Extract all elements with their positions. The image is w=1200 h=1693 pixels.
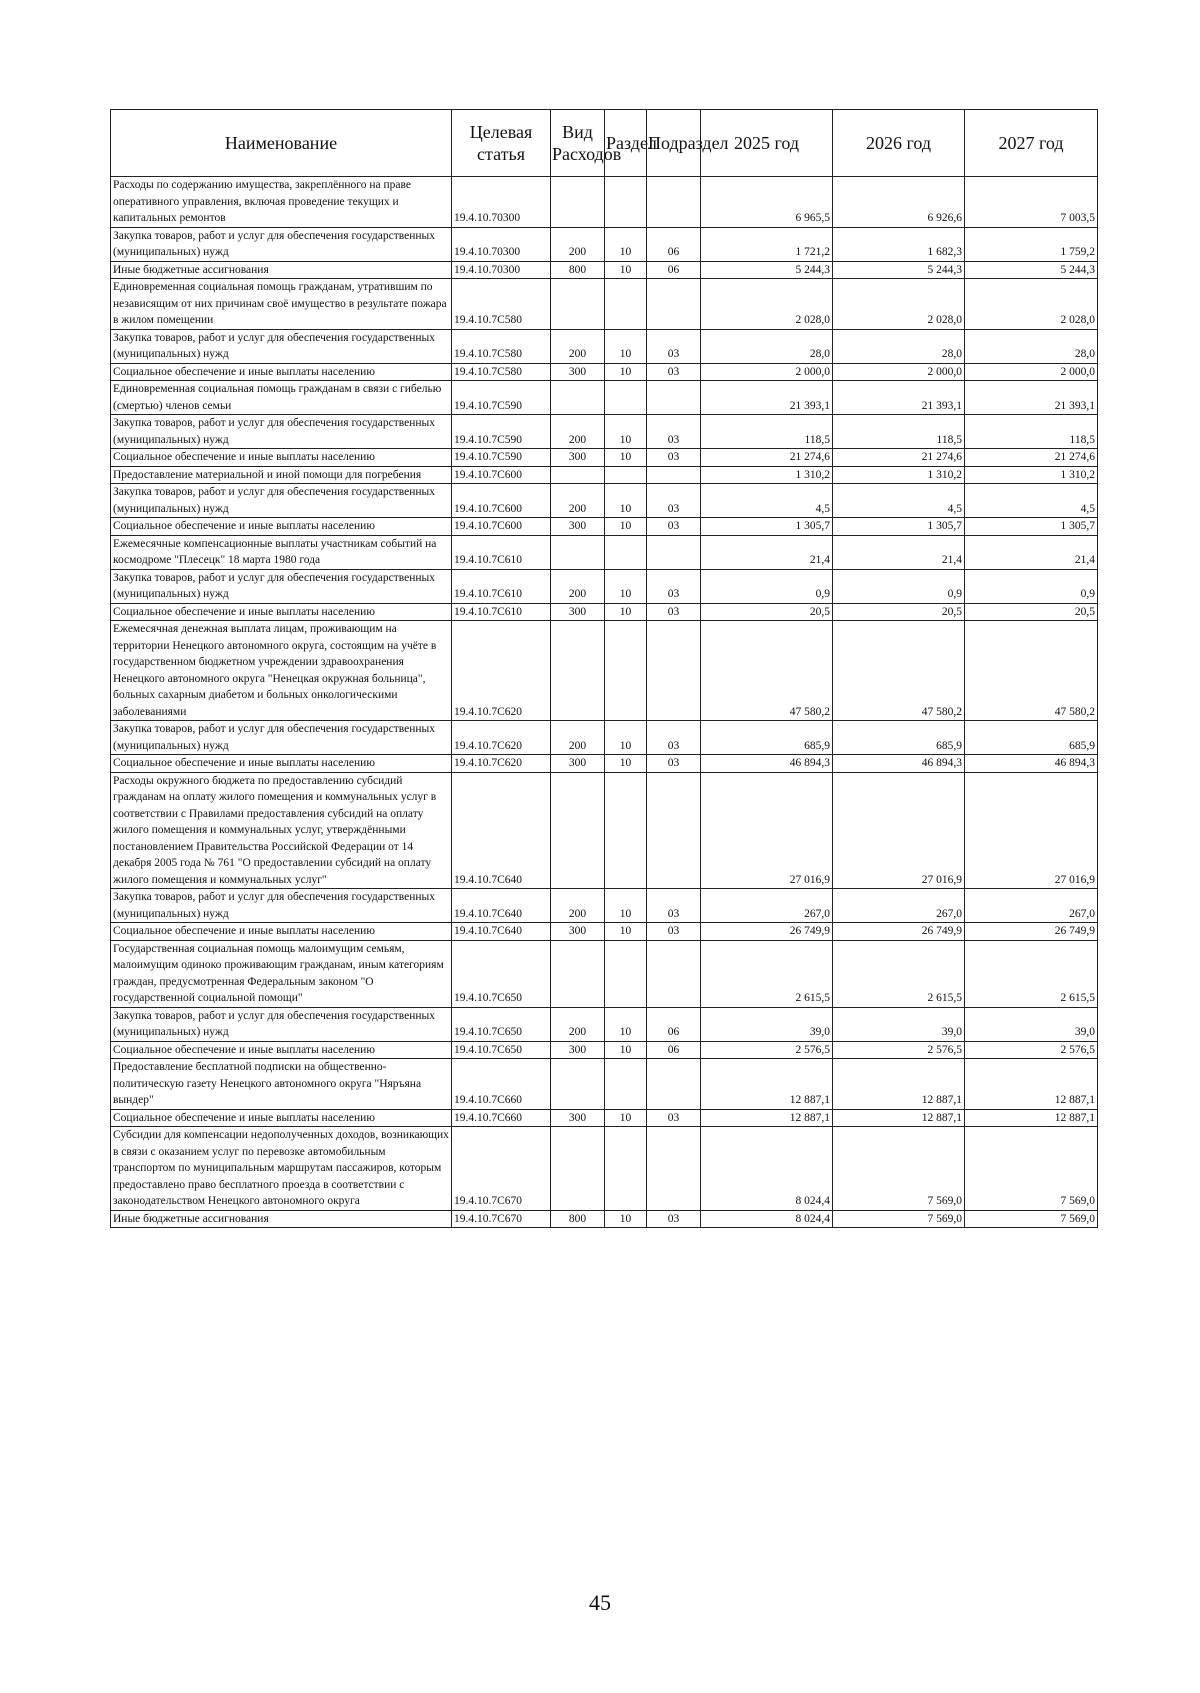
page-number: 45: [589, 1590, 611, 1615]
cell-target: 19.4.10.7С660: [452, 1109, 551, 1127]
cell-name: Социальное обеспечение и иные выплаты населению: [111, 1041, 452, 1059]
cell-section: 10: [605, 484, 647, 518]
cell-subsection: 06: [647, 1007, 701, 1041]
cell-section: 10: [605, 1007, 647, 1041]
cell-2027: 7 003,5: [965, 177, 1098, 228]
cell-name: Социальное обеспечение и иные выплаты населению: [111, 923, 452, 941]
cell-target: 19.4.10.7С600: [452, 466, 551, 484]
cell-subsection: 03: [647, 569, 701, 603]
cell-2027: 21 393,1: [965, 381, 1098, 415]
cell-subsection: 03: [647, 923, 701, 941]
cell-kind: [551, 1127, 605, 1211]
cell-section: [605, 466, 647, 484]
cell-2025: 26 749,9: [701, 923, 833, 941]
table-row: [111, 1059, 1098, 1110]
cell-2026: 20,5: [833, 603, 965, 621]
cell-2027: 12 887,1: [965, 1059, 1098, 1110]
cell-subsection: 06: [647, 1041, 701, 1059]
cell-kind: 300: [551, 755, 605, 773]
cell-2026: 1 310,2: [833, 466, 965, 484]
cell-2026: 39,0: [833, 1007, 965, 1041]
cell-2027: 39,0: [965, 1007, 1098, 1041]
cell-kind: 200: [551, 721, 605, 755]
table-row: [111, 721, 1098, 755]
cell-section: 10: [605, 363, 647, 381]
cell-2026: 118,5: [833, 415, 965, 449]
cell-2025: 12 887,1: [701, 1109, 833, 1127]
table-row: [111, 1109, 1098, 1127]
cell-subsection: 03: [647, 484, 701, 518]
cell-2025: 4,5: [701, 484, 833, 518]
cell-target: 19.4.10.7С580: [452, 363, 551, 381]
cell-name: Закупка товаров, работ и услуг для обеспечения государственных (муниципальных) нужд: [111, 329, 452, 363]
cell-2027: 1 759,2: [965, 227, 1098, 261]
header-2025: 2025 год: [701, 110, 833, 177]
cell-2026: 21 274,6: [833, 449, 965, 467]
cell-2026: 5 244,3: [833, 261, 965, 279]
cell-2025: 118,5: [701, 415, 833, 449]
cell-2027: 7 569,0: [965, 1210, 1098, 1228]
table-header-row: [111, 110, 1098, 177]
cell-2027: 118,5: [965, 415, 1098, 449]
table-row: [111, 772, 1098, 889]
cell-name: Закупка товаров, работ и услуг для обеспечения государственных (муниципальных) нужд: [111, 484, 452, 518]
cell-kind: 800: [551, 261, 605, 279]
cell-target: 19.4.10.70300: [452, 177, 551, 228]
table-row: [111, 466, 1098, 484]
cell-2025: 28,0: [701, 329, 833, 363]
table-row: [111, 279, 1098, 330]
cell-2026: 267,0: [833, 889, 965, 923]
cell-name: Закупка товаров, работ и услуг для обеспечения государственных (муниципальных) нужд: [111, 227, 452, 261]
cell-kind: [551, 621, 605, 721]
cell-2027: 2 000,0: [965, 363, 1098, 381]
cell-target: 19.4.10.7С620: [452, 621, 551, 721]
cell-section: [605, 535, 647, 569]
table-row: [111, 381, 1098, 415]
cell-2027: 1 310,2: [965, 466, 1098, 484]
cell-section: 10: [605, 755, 647, 773]
table-row: [111, 1007, 1098, 1041]
cell-subsection: 03: [647, 1210, 701, 1228]
cell-kind: 200: [551, 329, 605, 363]
cell-kind: 200: [551, 569, 605, 603]
cell-2025: 267,0: [701, 889, 833, 923]
cell-2027: 5 244,3: [965, 261, 1098, 279]
cell-2025: 21 393,1: [701, 381, 833, 415]
cell-2027: 27 016,9: [965, 772, 1098, 889]
cell-section: 10: [605, 1041, 647, 1059]
cell-name: Предоставление бесплатной подписки на общественно-политическую газету Ненецкого автономного округа "Няръяна вындер": [111, 1059, 452, 1110]
cell-target: 19.4.10.7С590: [452, 381, 551, 415]
cell-2026: 21,4: [833, 535, 965, 569]
cell-2027: 2 028,0: [965, 279, 1098, 330]
table-row: [111, 535, 1098, 569]
cell-section: 10: [605, 329, 647, 363]
cell-name: Социальное обеспечение и иные выплаты населению: [111, 518, 452, 536]
cell-2026: 47 580,2: [833, 621, 965, 721]
cell-target: 19.4.10.7С580: [452, 279, 551, 330]
cell-2025: 5 244,3: [701, 261, 833, 279]
cell-section: 10: [605, 518, 647, 536]
table-row: [111, 923, 1098, 941]
table-row: [111, 1210, 1098, 1228]
cell-target: 19.4.10.7С610: [452, 569, 551, 603]
cell-2026: 2 028,0: [833, 279, 965, 330]
cell-2025: 2 000,0: [701, 363, 833, 381]
cell-target: 19.4.10.7С610: [452, 535, 551, 569]
cell-section: 10: [605, 923, 647, 941]
cell-2027: 46 894,3: [965, 755, 1098, 773]
table-body: [111, 177, 1098, 1228]
cell-kind: 200: [551, 889, 605, 923]
cell-2025: 0,9: [701, 569, 833, 603]
table-row: [111, 177, 1098, 228]
header-name: Наименование: [111, 110, 452, 177]
cell-2026: 1 682,3: [833, 227, 965, 261]
cell-2027: 26 749,9: [965, 923, 1098, 941]
header-kind: Вид Расходов: [551, 110, 605, 177]
cell-target: 19.4.10.7С600: [452, 484, 551, 518]
cell-kind: [551, 940, 605, 1007]
cell-section: [605, 381, 647, 415]
cell-subsection: 03: [647, 363, 701, 381]
cell-subsection: [647, 381, 701, 415]
cell-2026: 2 615,5: [833, 940, 965, 1007]
cell-2027: 2 576,5: [965, 1041, 1098, 1059]
table-row: [111, 484, 1098, 518]
cell-name: Расходы по содержанию имущества, закреплённого на праве оперативного управления, включая проведение текущих и капитальных ремонтов: [111, 177, 452, 228]
cell-target: 19.4.10.7С650: [452, 1007, 551, 1041]
cell-2025: 1 305,7: [701, 518, 833, 536]
cell-2025: 21 274,6: [701, 449, 833, 467]
cell-name: Социальное обеспечение и иные выплаты населению: [111, 603, 452, 621]
cell-2027: 7 569,0: [965, 1127, 1098, 1211]
cell-subsection: [647, 1127, 701, 1211]
cell-kind: 300: [551, 923, 605, 941]
cell-target: 19.4.10.7С600: [452, 518, 551, 536]
cell-name: Закупка товаров, работ и услуг для обеспечения государственных (муниципальных) нужд: [111, 1007, 452, 1041]
cell-subsection: [647, 466, 701, 484]
cell-subsection: 03: [647, 415, 701, 449]
cell-kind: [551, 279, 605, 330]
table-row: [111, 1127, 1098, 1211]
cell-target: 19.4.10.7С590: [452, 449, 551, 467]
cell-2026: 2 000,0: [833, 363, 965, 381]
cell-2025: 1 721,2: [701, 227, 833, 261]
table-row: [111, 227, 1098, 261]
cell-section: 10: [605, 1210, 647, 1228]
cell-2025: 46 894,3: [701, 755, 833, 773]
cell-2025: 1 310,2: [701, 466, 833, 484]
table-row: [111, 329, 1098, 363]
cell-2025: 39,0: [701, 1007, 833, 1041]
cell-2025: 8 024,4: [701, 1127, 833, 1211]
cell-2025: 2 576,5: [701, 1041, 833, 1059]
table-row: [111, 415, 1098, 449]
budget-table: [110, 109, 1098, 1228]
cell-2027: 1 305,7: [965, 518, 1098, 536]
cell-kind: [551, 466, 605, 484]
cell-section: [605, 279, 647, 330]
cell-target: 19.4.10.7С640: [452, 923, 551, 941]
cell-2025: 8 024,4: [701, 1210, 833, 1228]
cell-target: 19.4.10.7С640: [452, 772, 551, 889]
cell-subsection: [647, 940, 701, 1007]
cell-kind: 300: [551, 449, 605, 467]
cell-name: Закупка товаров, работ и услуг для обеспечения государственных (муниципальных) нужд: [111, 415, 452, 449]
cell-name: Закупка товаров, работ и услуг для обеспечения государственных (муниципальных) нужд: [111, 721, 452, 755]
cell-2026: 12 887,1: [833, 1109, 965, 1127]
cell-subsection: 03: [647, 755, 701, 773]
cell-target: 19.4.10.7С620: [452, 721, 551, 755]
cell-2027: 0,9: [965, 569, 1098, 603]
cell-2026: 27 016,9: [833, 772, 965, 889]
cell-2026: 28,0: [833, 329, 965, 363]
cell-2025: 2 028,0: [701, 279, 833, 330]
table-row: [111, 518, 1098, 536]
cell-kind: 300: [551, 1041, 605, 1059]
cell-2026: 26 749,9: [833, 923, 965, 941]
cell-subsection: 03: [647, 329, 701, 363]
cell-subsection: 06: [647, 261, 701, 279]
cell-2027: 12 887,1: [965, 1109, 1098, 1127]
cell-subsection: 03: [647, 1109, 701, 1127]
cell-section: 10: [605, 449, 647, 467]
cell-section: 10: [605, 261, 647, 279]
cell-kind: [551, 381, 605, 415]
cell-name: Социальное обеспечение и иные выплаты населению: [111, 1109, 452, 1127]
table-row: [111, 363, 1098, 381]
cell-section: [605, 177, 647, 228]
cell-kind: 300: [551, 1109, 605, 1127]
cell-section: 10: [605, 889, 647, 923]
cell-2027: 685,9: [965, 721, 1098, 755]
cell-subsection: [647, 535, 701, 569]
cell-name: Иные бюджетные ассигнования: [111, 1210, 452, 1228]
cell-target: 19.4.10.7С650: [452, 1041, 551, 1059]
cell-section: 10: [605, 1109, 647, 1127]
cell-subsection: [647, 279, 701, 330]
cell-section: [605, 1127, 647, 1211]
cell-2025: 27 016,9: [701, 772, 833, 889]
cell-2027: 4,5: [965, 484, 1098, 518]
table-row: [111, 940, 1098, 1007]
cell-section: 10: [605, 603, 647, 621]
cell-section: [605, 940, 647, 1007]
cell-subsection: [647, 1059, 701, 1110]
cell-2025: 2 615,5: [701, 940, 833, 1007]
header-2027: 2027 год: [965, 110, 1098, 177]
cell-section: 10: [605, 227, 647, 261]
cell-name: Социальное обеспечение и иные выплаты населению: [111, 449, 452, 467]
cell-target: 19.4.10.7С670: [452, 1210, 551, 1228]
cell-kind: 200: [551, 1007, 605, 1041]
cell-name: Иные бюджетные ассигнования: [111, 261, 452, 279]
cell-target: 19.4.10.70300: [452, 261, 551, 279]
cell-2026: 7 569,0: [833, 1127, 965, 1211]
cell-name: Единовременная социальная помощь гражданам в связи с гибелью (смертью) членов семьи: [111, 381, 452, 415]
cell-2025: 47 580,2: [701, 621, 833, 721]
cell-2027: 267,0: [965, 889, 1098, 923]
cell-kind: 200: [551, 484, 605, 518]
cell-2026: 2 576,5: [833, 1041, 965, 1059]
cell-section: 10: [605, 569, 647, 603]
cell-2026: 685,9: [833, 721, 965, 755]
header-2026: 2026 год: [833, 110, 965, 177]
cell-target: 19.4.10.7С610: [452, 603, 551, 621]
cell-subsection: [647, 772, 701, 889]
cell-2026: 21 393,1: [833, 381, 965, 415]
cell-subsection: 03: [647, 518, 701, 536]
header-target: Целевая статья: [452, 110, 551, 177]
cell-2027: 21 274,6: [965, 449, 1098, 467]
table-row: [111, 569, 1098, 603]
cell-2027: 28,0: [965, 329, 1098, 363]
cell-kind: 800: [551, 1210, 605, 1228]
cell-name: Расходы окружного бюджета по предоставлению субсидий гражданам на оплату жилого помещения и коммунальных услуг в соответствии с Правилами предоставления субсидий на оплату жилого помещения и коммунальных услуг, утверждёнными постановлением Правительства Российской Федерации от 14 декабря 2005 года № 761 "О предоставлении субсидий на оплату жилого помещения и коммунальных услуг": [111, 772, 452, 889]
cell-2026: 0,9: [833, 569, 965, 603]
cell-subsection: 03: [647, 449, 701, 467]
table-row: [111, 603, 1098, 621]
cell-target: 19.4.10.7С590: [452, 415, 551, 449]
table-row: [111, 261, 1098, 279]
cell-target: 19.4.10.7С620: [452, 755, 551, 773]
cell-kind: [551, 535, 605, 569]
cell-section: 10: [605, 415, 647, 449]
cell-kind: [551, 177, 605, 228]
cell-2026: 46 894,3: [833, 755, 965, 773]
cell-kind: 300: [551, 603, 605, 621]
cell-2025: 20,5: [701, 603, 833, 621]
cell-name: Социальное обеспечение и иные выплаты населению: [111, 363, 452, 381]
cell-section: 10: [605, 721, 647, 755]
cell-target: 19.4.10.7С670: [452, 1127, 551, 1211]
cell-2026: 1 305,7: [833, 518, 965, 536]
cell-2026: 7 569,0: [833, 1210, 965, 1228]
header-section: Раздел: [605, 110, 647, 177]
cell-name: Субсидии для компенсации недополученных доходов, возникающих в связи с оказанием услуг по перевозке автомобильным транспортом по муниципальным маршрутам пассажиров, которым предоставлено право бесплатного проезда в соответствии с законодательством Ненецкого автономного округа: [111, 1127, 452, 1211]
cell-2027: 2 615,5: [965, 940, 1098, 1007]
cell-name: Государственная социальная помощь малоимущим семьям, малоимущим одиноко проживающим гражданам, иным категориям граждан, предусмотренная Федеральным законом "О государственной социальной помощи": [111, 940, 452, 1007]
cell-name: Закупка товаров, работ и услуг для обеспечения государственных (муниципальных) нужд: [111, 569, 452, 603]
cell-target: 19.4.10.7С660: [452, 1059, 551, 1110]
table-row: [111, 449, 1098, 467]
table-row: [111, 889, 1098, 923]
cell-kind: 300: [551, 363, 605, 381]
cell-name: Социальное обеспечение и иные выплаты населению: [111, 755, 452, 773]
cell-2025: 21,4: [701, 535, 833, 569]
cell-section: [605, 772, 647, 889]
table-row: [111, 755, 1098, 773]
cell-2025: 12 887,1: [701, 1059, 833, 1110]
cell-section: [605, 1059, 647, 1110]
cell-2025: 685,9: [701, 721, 833, 755]
cell-name: Единовременная социальная помощь гражданам, утратившим по независящим от них причинам своё имущество в результате пожара в жилом помещении: [111, 279, 452, 330]
cell-target: 19.4.10.7С650: [452, 940, 551, 1007]
cell-kind: [551, 772, 605, 889]
header-subsection: Подраздел: [647, 110, 701, 177]
cell-2025: 6 965,5: [701, 177, 833, 228]
cell-name: Ежемесячная денежная выплата лицам, проживающим на территории Ненецкого автономного округа, состоящим на учёте в государственном бюджетном учреждении здравоохранения Ненецкого автономного округа "Ненецкая окружная больница", больных сахарным диабетом и больных онкологическими заболеваниями: [111, 621, 452, 721]
cell-kind: 300: [551, 518, 605, 536]
cell-2027: 21,4: [965, 535, 1098, 569]
cell-name: Предоставление материальной и иной помощи для погребения: [111, 466, 452, 484]
cell-section: [605, 621, 647, 721]
cell-2026: 6 926,6: [833, 177, 965, 228]
cell-name: Ежемесячные компенсационные выплаты участникам событий на космодроме "Плесецк" 18 марта 1980 года: [111, 535, 452, 569]
cell-2026: 4,5: [833, 484, 965, 518]
cell-target: 19.4.10.7С640: [452, 889, 551, 923]
cell-kind: 200: [551, 227, 605, 261]
cell-subsection: 03: [647, 603, 701, 621]
table-row: [111, 621, 1098, 721]
cell-subsection: [647, 621, 701, 721]
cell-target: 19.4.10.70300: [452, 227, 551, 261]
cell-subsection: [647, 177, 701, 228]
cell-kind: 200: [551, 415, 605, 449]
table-row: [111, 1041, 1098, 1059]
cell-target: 19.4.10.7С580: [452, 329, 551, 363]
cell-2027: 47 580,2: [965, 621, 1098, 721]
cell-subsection: 03: [647, 721, 701, 755]
cell-kind: [551, 1059, 605, 1110]
cell-2026: 12 887,1: [833, 1059, 965, 1110]
cell-2027: 20,5: [965, 603, 1098, 621]
cell-subsection: 03: [647, 889, 701, 923]
cell-name: Закупка товаров, работ и услуг для обеспечения государственных (муниципальных) нужд: [111, 889, 452, 923]
cell-subsection: 06: [647, 227, 701, 261]
